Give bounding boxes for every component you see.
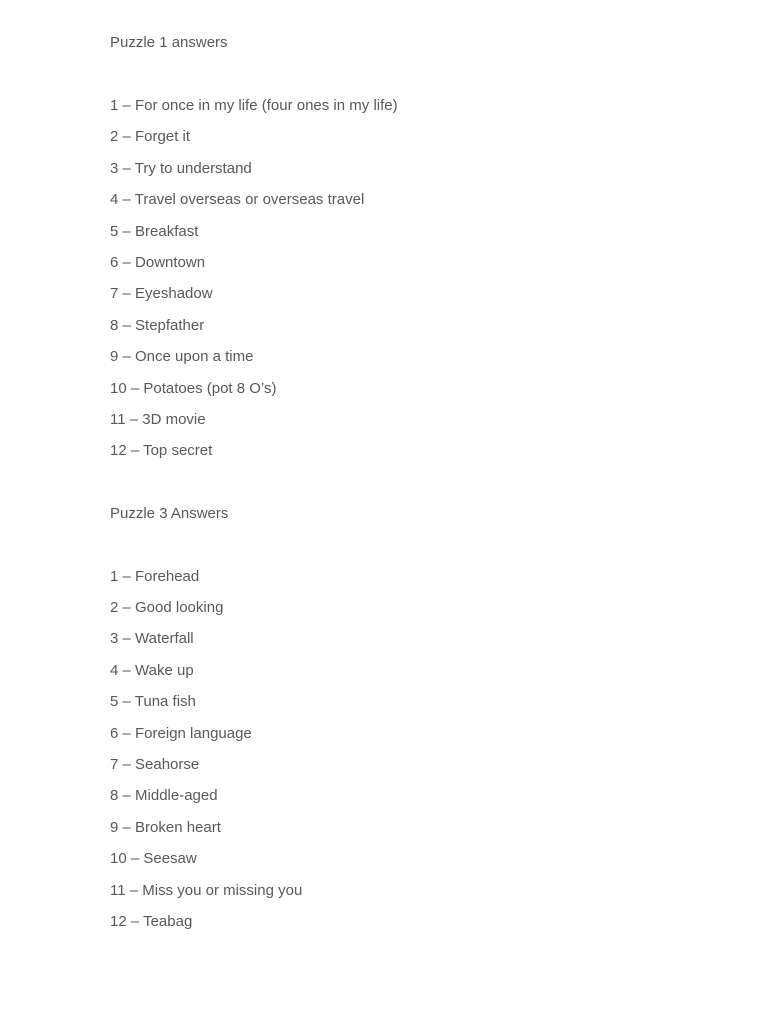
answer-item: 4 – Wake up: [110, 661, 194, 679]
answer-item: 11 – Miss you or missing you: [110, 881, 303, 899]
answer-item: 1 – Forehead: [110, 567, 200, 585]
answer-item: 2 – Good looking: [110, 599, 224, 617]
answer-item: 2 – Forget it: [110, 128, 191, 146]
puzzle-3-answer-list: [110, 567, 710, 944]
puzzle-3-heading: Puzzle 3 Answers: [110, 504, 229, 522]
answer-item: 6 – Downtown: [110, 253, 206, 271]
answer-item: 11 – 3D movie: [110, 410, 206, 428]
answer-item: 3 – Waterfall: [110, 630, 194, 648]
answer-item: 5 – Tuna fish: [110, 693, 196, 711]
answer-item: 12 – Top secret: [110, 442, 213, 460]
puzzle-1-heading: Puzzle 1 answers: [110, 34, 228, 51]
answer-item: 9 – Once upon a time: [110, 348, 254, 366]
answer-item: 3 – Try to understand: [110, 159, 252, 177]
answer-item: 8 – Middle-aged: [110, 787, 218, 805]
answer-item: 5 – Breakfast: [110, 222, 199, 240]
answer-item: 8 – Stepfather: [110, 316, 205, 334]
answer-item: 6 – Foreign language: [110, 724, 252, 742]
document-page: [110, 33, 710, 943]
answer-item: 4 – Travel overseas or overseas travel: [110, 191, 365, 209]
answer-item: 9 – Broken heart: [110, 818, 221, 836]
answer-item: 10 – Seesaw: [110, 850, 197, 868]
answer-item: 10 – Potatoes (pot 8 O’s): [110, 379, 277, 397]
answer-item: 7 – Seahorse: [110, 756, 200, 774]
answer-item: 7 – Eyeshadow: [110, 285, 213, 303]
answer-item: 12 – Teabag: [110, 912, 193, 930]
puzzle-1-answer-list: [110, 96, 710, 473]
answer-item: 1 – For once in my life (four ones in my life): [110, 97, 398, 114]
